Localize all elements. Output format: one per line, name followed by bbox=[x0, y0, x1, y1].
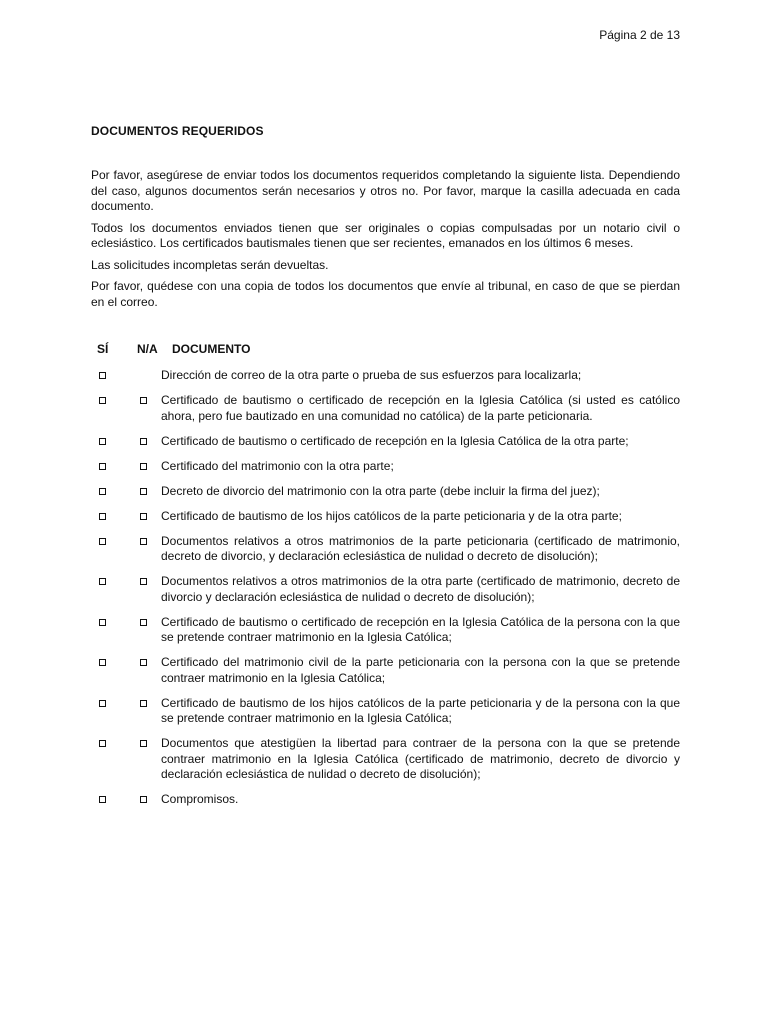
intro-text bbox=[91, 168, 680, 316]
checklist-rows bbox=[0, 368, 770, 808]
document-label: Decreto de divorcio del matrimonio con la otra parte (debe incluir la firma del juez); bbox=[161, 483, 600, 498]
si-checkbox[interactable] bbox=[99, 796, 106, 803]
si-checkbox[interactable] bbox=[99, 438, 106, 445]
checklist-row bbox=[0, 574, 770, 605]
document-label: Compromisos. bbox=[161, 792, 239, 806]
document-label: Certificado de bautismo o certificado de recepción en la Iglesia Católica de la otra parte; bbox=[161, 433, 629, 448]
checklist-row bbox=[0, 696, 770, 727]
si-checkbox[interactable] bbox=[99, 700, 106, 707]
header-si: SÍ bbox=[97, 342, 109, 356]
page-number: Página 2 de 13 bbox=[599, 28, 680, 42]
na-checkbox[interactable] bbox=[140, 397, 147, 404]
si-checkbox[interactable] bbox=[99, 372, 106, 379]
na-checkbox[interactable] bbox=[140, 438, 147, 445]
na-checkbox[interactable] bbox=[140, 740, 147, 747]
si-checkbox[interactable] bbox=[99, 397, 106, 404]
checklist-row bbox=[0, 655, 770, 686]
checklist-row bbox=[0, 368, 770, 384]
document-label: Certificado de bautismo de los hijos católicos de la parte peticionaria y de la otra parte; bbox=[161, 508, 622, 523]
checklist-row bbox=[0, 615, 770, 646]
document-label: Certificado de bautismo o certificado de recepción en la Iglesia Católica (si usted es católico ahora, pero fue bautizado en una comunidad no católica) de la parte peticionaria. bbox=[161, 393, 680, 423]
document-label: Certificado del matrimonio con la otra parte; bbox=[161, 458, 394, 473]
na-checkbox[interactable] bbox=[140, 463, 147, 470]
na-checkbox[interactable] bbox=[140, 578, 147, 585]
na-checkbox[interactable] bbox=[140, 538, 147, 545]
na-checkbox[interactable] bbox=[140, 513, 147, 520]
si-checkbox[interactable] bbox=[99, 619, 106, 626]
na-checkbox[interactable] bbox=[140, 700, 147, 707]
na-checkbox[interactable] bbox=[140, 619, 147, 626]
document-label: Documentos que atestigüen la libertad para contraer de la persona con la que se pretende contraer matrimonio en la Iglesia Católica (certificado de matrimonio, decreto de divorcio y declaración eclesiástica de nulidad o decreto de disolución); bbox=[161, 736, 680, 781]
header-documento: DOCUMENTO bbox=[172, 342, 251, 356]
si-checkbox[interactable] bbox=[99, 513, 106, 520]
documents-checklist bbox=[0, 342, 770, 817]
intro-paragraph: Todos los documentos enviados tienen que ser originales o copias compulsadas por un notario civil o eclesiástico. Los certificados bautismales tienen que ser recientes, emanados en los últimos 6 meses. bbox=[91, 220, 680, 250]
checklist-row bbox=[0, 484, 770, 500]
intro-paragraph: Las solicitudes incompletas serán devueltas. bbox=[91, 257, 329, 272]
checklist-header bbox=[0, 342, 770, 358]
si-checkbox[interactable] bbox=[99, 463, 106, 470]
si-checkbox[interactable] bbox=[99, 578, 106, 585]
checklist-row bbox=[0, 459, 770, 475]
document-label: Dirección de correo de la otra parte o prueba de sus esfuerzos para localizarla; bbox=[161, 368, 582, 382]
checklist-row bbox=[0, 736, 770, 783]
checklist-row bbox=[0, 534, 770, 565]
intro-paragraph: Por favor, quédese con una copia de todos los documentos que envíe al tribunal, en caso de que se pierdan en el correo. bbox=[91, 279, 680, 309]
intro-paragraph: Por favor, asegúrese de enviar todos los documentos requeridos completando la siguiente lista. Dependiendo del caso, algunos documentos serán necesarios y otros no. Por favor, marque la casilla adecuada en cada documento. bbox=[91, 168, 680, 213]
document-label: Certificado de bautismo de los hijos católicos de la parte peticionaria y de la persona con la que se pretende contraer matrimonio en la Iglesia Católica; bbox=[161, 695, 680, 725]
header-na: N/A bbox=[137, 342, 158, 356]
si-checkbox[interactable] bbox=[99, 538, 106, 545]
na-checkbox[interactable] bbox=[140, 796, 147, 803]
document-label: Certificado del matrimonio civil de la parte peticionaria con la persona con la que se pretende contraer matrimonio en la Iglesia Católica; bbox=[161, 655, 680, 685]
document-label: Documentos relativos a otros matrimonios de la parte peticionaria (certificado de matrimonio, decreto de divorcio, y declaración eclesiástica de nulidad o decreto de disolución); bbox=[161, 533, 680, 563]
na-checkbox[interactable] bbox=[140, 659, 147, 666]
checklist-row bbox=[0, 393, 770, 424]
checklist-row bbox=[0, 509, 770, 525]
si-checkbox[interactable] bbox=[99, 659, 106, 666]
si-checkbox[interactable] bbox=[99, 488, 106, 495]
si-checkbox[interactable] bbox=[99, 740, 106, 747]
na-checkbox[interactable] bbox=[140, 488, 147, 495]
document-label: Certificado de bautismo o certificado de recepción en la Iglesia Católica de la persona con la que se pretende contraer matrimonio en la Iglesia Católica; bbox=[161, 614, 680, 644]
section-title: DOCUMENTOS REQUERIDOS bbox=[91, 124, 264, 138]
document-label: Documentos relativos a otros matrimonios de la otra parte (certificado de matrimonio, decreto de divorcio y declaración eclesiástica de nulidad o decreto de disolución); bbox=[161, 574, 680, 604]
checklist-row bbox=[0, 792, 770, 808]
checklist-row bbox=[0, 434, 770, 450]
